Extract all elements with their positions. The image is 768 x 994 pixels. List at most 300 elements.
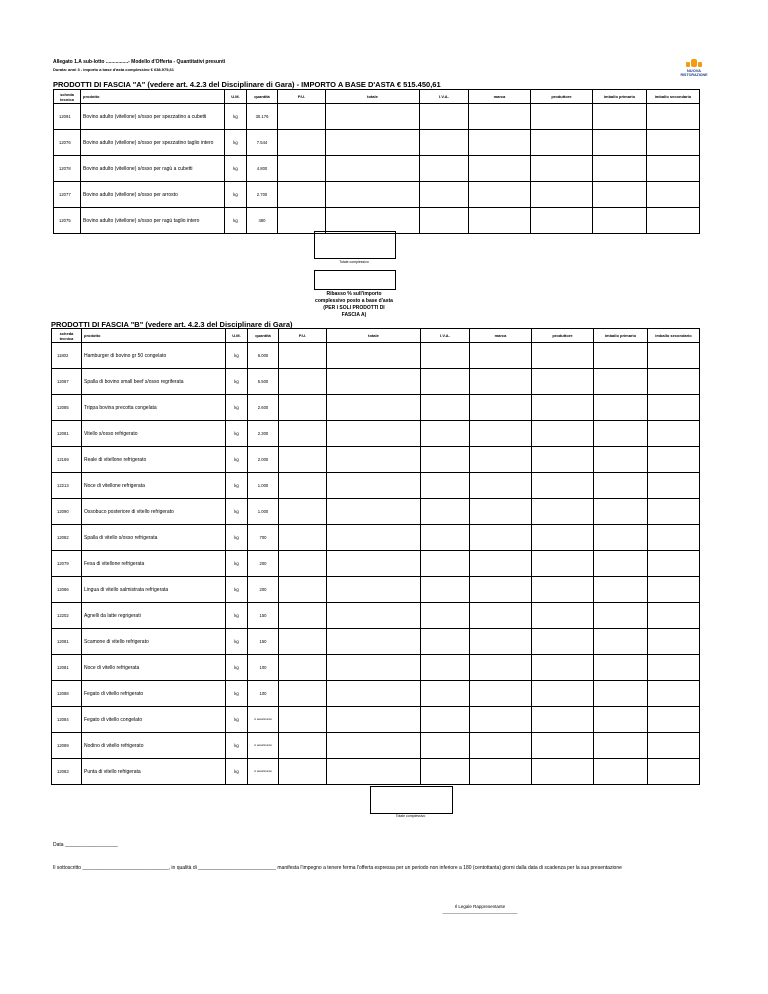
- column-header: P.U.: [279, 329, 327, 343]
- table-row: [52, 473, 700, 499]
- column-header: imballo secondario: [648, 329, 700, 343]
- quantity: 1.000: [248, 473, 279, 499]
- product-code: 12090: [52, 499, 82, 525]
- quantity: 2.700: [247, 182, 278, 208]
- product-code: 12078: [54, 156, 81, 182]
- secondary-packaging-cell[interactable]: [648, 473, 700, 499]
- producer-cell[interactable]: [531, 156, 593, 182]
- quantity: 200: [248, 577, 279, 603]
- product-code: 12079: [52, 551, 82, 577]
- table-row: [52, 369, 700, 395]
- primary-packaging-cell[interactable]: [594, 525, 648, 551]
- vat-cell[interactable]: [421, 629, 470, 655]
- producer-cell[interactable]: [532, 603, 594, 629]
- unit-price-cell[interactable]: [279, 733, 327, 759]
- producer-cell[interactable]: [532, 447, 594, 473]
- vat-cell[interactable]: [420, 156, 469, 182]
- quantity: in assortimento: [248, 733, 279, 759]
- brand-cell[interactable]: [469, 182, 531, 208]
- unit: kg: [226, 473, 248, 499]
- product-name: Bovino adulto (vitellone) s/osso per arrosto: [81, 182, 225, 208]
- total-cell[interactable]: [327, 681, 421, 707]
- table-row: [52, 525, 700, 551]
- product-code: 12075: [54, 208, 81, 234]
- document-title: Allegato 1.A sub-lotto ................- Modello d'Offerta - Quantitativi presunti: [53, 59, 226, 65]
- total-cell[interactable]: [327, 733, 421, 759]
- table-row: [52, 603, 700, 629]
- vat-cell[interactable]: [421, 603, 470, 629]
- brand-cell[interactable]: [470, 707, 532, 733]
- company-logo: [676, 57, 712, 77]
- unit: kg: [226, 343, 248, 369]
- producer-cell[interactable]: [532, 499, 594, 525]
- secondary-packaging-cell[interactable]: [648, 733, 700, 759]
- unit-price-cell[interactable]: [279, 603, 327, 629]
- quantity: 2.000: [248, 447, 279, 473]
- table-row: [52, 681, 700, 707]
- column-header: scheda tecnica: [52, 329, 82, 343]
- quantity: 200: [248, 551, 279, 577]
- total-cell[interactable]: [327, 577, 421, 603]
- secondary-packaging-cell[interactable]: [648, 447, 700, 473]
- unit: kg: [226, 551, 248, 577]
- total-cell[interactable]: [327, 629, 421, 655]
- producer-cell[interactable]: [532, 759, 594, 785]
- primary-packaging-cell[interactable]: [594, 603, 648, 629]
- column-header: imballo primario: [594, 329, 648, 343]
- product-name: Punta di vitello refrigerata: [82, 759, 226, 785]
- brand-cell[interactable]: [470, 603, 532, 629]
- product-code: 12084: [52, 707, 82, 733]
- brand-cell[interactable]: [470, 395, 532, 421]
- primary-packaging-cell[interactable]: [594, 343, 648, 369]
- section-b-table: [51, 328, 700, 785]
- product-name: Ossobuco posteriore di vitello refrigerato: [82, 499, 226, 525]
- secondary-packaging-cell[interactable]: [648, 343, 700, 369]
- brand-cell[interactable]: [470, 759, 532, 785]
- product-name: Bovino adulto (vitellone) s/osso per spezzatino taglio intero: [81, 130, 225, 156]
- secondary-packaging-cell[interactable]: [647, 182, 700, 208]
- unit: kg: [225, 156, 247, 182]
- primary-packaging-cell[interactable]: [594, 369, 648, 395]
- brand-cell[interactable]: [470, 629, 532, 655]
- quantity: 30.176: [247, 104, 278, 130]
- producer-cell[interactable]: [532, 629, 594, 655]
- brand-cell[interactable]: [470, 447, 532, 473]
- column-header: quantità: [247, 90, 278, 104]
- vat-cell[interactable]: [420, 104, 469, 130]
- secondary-packaging-cell[interactable]: [647, 104, 700, 130]
- unit: kg: [226, 525, 248, 551]
- unit: kg: [226, 369, 248, 395]
- quantity: 1.000: [248, 499, 279, 525]
- product-code: 12087: [52, 369, 82, 395]
- total-cell[interactable]: [327, 603, 421, 629]
- total-cell[interactable]: [327, 369, 421, 395]
- column-header: P.U.: [278, 90, 326, 104]
- producer-cell[interactable]: [532, 681, 594, 707]
- product-name: Bovino adulto (vitellone) s/osso per ragù taglio intero: [81, 208, 225, 234]
- secondary-packaging-cell[interactable]: [648, 629, 700, 655]
- brand-cell[interactable]: [470, 681, 532, 707]
- quantity: in assortimento: [248, 759, 279, 785]
- producer-cell[interactable]: [532, 395, 594, 421]
- primary-packaging-cell[interactable]: [594, 499, 648, 525]
- product-code: 12169: [52, 447, 82, 473]
- column-header: U.M.: [226, 329, 248, 343]
- primary-packaging-cell[interactable]: [594, 577, 648, 603]
- product-name: Fesa di vitellone refrigerata: [82, 551, 226, 577]
- product-name: Spalla di vitello s/osso refrigerata: [82, 525, 226, 551]
- column-header: imballo primario: [593, 90, 647, 104]
- vat-cell[interactable]: [421, 421, 470, 447]
- primary-packaging-cell[interactable]: [594, 759, 648, 785]
- unit: kg: [226, 759, 248, 785]
- product-name: Fegato di vitello congelato: [82, 707, 226, 733]
- brand-cell[interactable]: [470, 369, 532, 395]
- date-line: Data ___________________: [53, 842, 118, 848]
- unit: kg: [226, 577, 248, 603]
- product-name: Nodino di vitello refrigerato: [82, 733, 226, 759]
- section-b-total-label: Totale complessivo: [395, 814, 426, 818]
- unit: kg: [226, 447, 248, 473]
- vat-cell[interactable]: [421, 707, 470, 733]
- total-cell[interactable]: [327, 447, 421, 473]
- quantity: in assortimento: [248, 707, 279, 733]
- primary-packaging-cell[interactable]: [594, 473, 648, 499]
- total-cell[interactable]: [326, 182, 420, 208]
- vat-cell[interactable]: [421, 681, 470, 707]
- product-code: 12213: [52, 473, 82, 499]
- primary-packaging-cell[interactable]: [594, 421, 648, 447]
- table-row: [52, 577, 700, 603]
- primary-packaging-cell[interactable]: [594, 681, 648, 707]
- column-header: totale: [326, 90, 420, 104]
- product-code: 11802: [52, 343, 82, 369]
- total-cell[interactable]: [326, 104, 420, 130]
- producer-cell[interactable]: [531, 182, 593, 208]
- table-row: [54, 182, 700, 208]
- unit: kg: [226, 733, 248, 759]
- brand-cell[interactable]: [470, 473, 532, 499]
- column-header: imballo secondario: [647, 90, 700, 104]
- primary-packaging-cell[interactable]: [594, 447, 648, 473]
- unit-price-cell[interactable]: [278, 208, 326, 234]
- product-code: 12077: [54, 182, 81, 208]
- unit: kg: [226, 655, 248, 681]
- producer-cell[interactable]: [532, 369, 594, 395]
- table-row: [54, 130, 700, 156]
- section-b-title: PRODOTTI DI FASCIA "B" (vedere art. 4.2.3 del Disciplinare di Gara): [51, 320, 293, 329]
- product-name: Fegato di vitello refrigerato: [82, 681, 226, 707]
- unit-price-cell[interactable]: [278, 156, 326, 182]
- total-cell[interactable]: [327, 655, 421, 681]
- producer-cell[interactable]: [532, 525, 594, 551]
- vat-cell[interactable]: [421, 369, 470, 395]
- unit: kg: [226, 603, 248, 629]
- column-header: U.M.: [225, 90, 247, 104]
- brand-cell[interactable]: [469, 104, 531, 130]
- producer-cell[interactable]: [532, 577, 594, 603]
- vat-cell[interactable]: [421, 577, 470, 603]
- signature-line: ______________________________: [442, 909, 518, 914]
- secondary-packaging-cell[interactable]: [648, 707, 700, 733]
- unit: kg: [225, 130, 247, 156]
- primary-packaging-cell[interactable]: [594, 629, 648, 655]
- product-name: Noce di vitellone refrigerata: [82, 473, 226, 499]
- producer-cell[interactable]: [532, 421, 594, 447]
- brand-cell[interactable]: [470, 655, 532, 681]
- total-cell[interactable]: [327, 551, 421, 577]
- quantity: 480: [247, 208, 278, 234]
- secondary-packaging-cell[interactable]: [648, 499, 700, 525]
- column-header: prodotto: [81, 90, 225, 104]
- unit-price-cell[interactable]: [278, 104, 326, 130]
- column-header: produttore: [532, 329, 594, 343]
- unit: kg: [226, 629, 248, 655]
- secondary-packaging-cell[interactable]: [648, 525, 700, 551]
- quantity: 100: [248, 681, 279, 707]
- unit-price-cell[interactable]: [279, 369, 327, 395]
- svg-text:RISTORAZIONE: RISTORAZIONE: [680, 73, 708, 77]
- vat-cell[interactable]: [421, 499, 470, 525]
- unit: kg: [226, 395, 248, 421]
- section-a-table: [53, 89, 700, 234]
- quantity: 700: [248, 525, 279, 551]
- column-header: quantità: [248, 329, 279, 343]
- product-code: 12088: [52, 681, 82, 707]
- total-cell[interactable]: [327, 421, 421, 447]
- column-header: I.V.A.: [420, 90, 469, 104]
- brand-cell[interactable]: [469, 156, 531, 182]
- unit-price-cell[interactable]: [279, 629, 327, 655]
- producer-cell[interactable]: [532, 473, 594, 499]
- total-cell[interactable]: [326, 156, 420, 182]
- primary-packaging-cell[interactable]: [593, 156, 647, 182]
- total-cell[interactable]: [327, 473, 421, 499]
- unit: kg: [226, 681, 248, 707]
- product-name: Trippa bovina precotta congelata: [82, 395, 226, 421]
- table-row: [52, 655, 700, 681]
- secondary-packaging-cell[interactable]: [648, 551, 700, 577]
- column-header: I.V.A.: [421, 329, 470, 343]
- primary-packaging-cell[interactable]: [594, 551, 648, 577]
- table-row: [52, 343, 700, 369]
- product-name: Scamone di vitello refrigerato: [82, 629, 226, 655]
- producer-cell[interactable]: [531, 130, 593, 156]
- table-row: [52, 421, 700, 447]
- product-code: 12083: [52, 759, 82, 785]
- vat-cell[interactable]: [421, 395, 470, 421]
- brand-cell[interactable]: [470, 343, 532, 369]
- table-row: [52, 395, 700, 421]
- secondary-packaging-cell[interactable]: [648, 421, 700, 447]
- secondary-packaging-cell[interactable]: [648, 759, 700, 785]
- unit-price-cell[interactable]: [278, 182, 326, 208]
- vat-cell[interactable]: [421, 473, 470, 499]
- document-subtitle: Durata: anni 3 - importo a base d'asta complessivo € 638.975,61: [53, 67, 174, 72]
- table-row: [52, 499, 700, 525]
- brand-cell[interactable]: [470, 733, 532, 759]
- table-row: [54, 104, 700, 130]
- secondary-packaging-cell[interactable]: [647, 208, 700, 234]
- table-row: [52, 629, 700, 655]
- producer-cell[interactable]: [532, 655, 594, 681]
- unit-price-cell[interactable]: [279, 447, 327, 473]
- primary-packaging-cell[interactable]: [594, 395, 648, 421]
- primary-packaging-cell[interactable]: [593, 104, 647, 130]
- product-name: Hamburger di bovino gr 50 congelato: [82, 343, 226, 369]
- table-row: [52, 759, 700, 785]
- product-code: 12082: [52, 525, 82, 551]
- brand-cell[interactable]: [469, 208, 531, 234]
- unit-price-cell[interactable]: [279, 525, 327, 551]
- product-name: Spalla di bovino small beef s/osso regriferata: [82, 369, 226, 395]
- quantity: 150: [248, 603, 279, 629]
- secondary-packaging-cell[interactable]: [648, 369, 700, 395]
- secondary-packaging-cell[interactable]: [648, 655, 700, 681]
- unit-price-cell[interactable]: [279, 681, 327, 707]
- column-header: marca: [470, 329, 532, 343]
- section-b-total-box[interactable]: [370, 786, 453, 814]
- vat-cell[interactable]: [421, 343, 470, 369]
- primary-packaging-cell[interactable]: [593, 208, 647, 234]
- unit-price-cell[interactable]: [278, 130, 326, 156]
- table-row: [52, 733, 700, 759]
- product-code: 12091: [54, 104, 81, 130]
- quantity: 6.000: [248, 343, 279, 369]
- vat-cell[interactable]: [421, 733, 470, 759]
- declaration-statement: Il sottoscritto _______________________________, in qualità di ____________________________ manifesta l'impegno a tenere ferma l'offerta espressa per un periodo non inferiore a 180 (centottanta) giorni dalla data di scadenza per la sua presentazione: [53, 865, 622, 871]
- total-cell[interactable]: [327, 343, 421, 369]
- table-row: [52, 551, 700, 577]
- ribasso-box[interactable]: [314, 270, 396, 290]
- unit-price-cell[interactable]: [279, 395, 327, 421]
- primary-packaging-cell[interactable]: [594, 707, 648, 733]
- vat-cell[interactable]: [420, 182, 469, 208]
- total-cell[interactable]: [327, 759, 421, 785]
- svg-text:NUOVA: NUOVA: [686, 68, 702, 73]
- producer-cell[interactable]: [531, 208, 593, 234]
- quantity: 2.600: [248, 395, 279, 421]
- column-header: totale: [327, 329, 421, 343]
- vat-cell[interactable]: [421, 655, 470, 681]
- table-row: [52, 447, 700, 473]
- primary-packaging-cell[interactable]: [594, 733, 648, 759]
- section-a-total-box[interactable]: [314, 231, 396, 259]
- product-name: Vitello s/osso refrigerato: [82, 421, 226, 447]
- producer-cell[interactable]: [531, 104, 593, 130]
- secondary-packaging-cell[interactable]: [647, 156, 700, 182]
- table-row: [54, 208, 700, 234]
- product-code: 12085: [52, 395, 82, 421]
- product-name: Bovino adulto (vitellone) s/osso per spezzatino a cubetti: [81, 104, 225, 130]
- total-cell[interactable]: [327, 499, 421, 525]
- brand-cell[interactable]: [470, 577, 532, 603]
- brand-cell[interactable]: [469, 130, 531, 156]
- quantity: 4.800: [247, 156, 278, 182]
- column-header: prodotto: [82, 329, 226, 343]
- unit: kg: [225, 208, 247, 234]
- total-cell[interactable]: [327, 395, 421, 421]
- unit-price-cell[interactable]: [279, 655, 327, 681]
- product-code: 12089: [52, 733, 82, 759]
- column-header: marca: [469, 90, 531, 104]
- column-header: scheda tecnica: [54, 90, 81, 104]
- quantity: 7.544: [247, 130, 278, 156]
- unit-price-cell[interactable]: [279, 421, 327, 447]
- vat-cell[interactable]: [421, 551, 470, 577]
- signature-label: Il Legale Rappresentante: [454, 904, 506, 909]
- total-cell[interactable]: [326, 130, 420, 156]
- unit: kg: [225, 104, 247, 130]
- total-cell[interactable]: [327, 525, 421, 551]
- secondary-packaging-cell[interactable]: [648, 681, 700, 707]
- secondary-packaging-cell[interactable]: [648, 395, 700, 421]
- vat-cell[interactable]: [421, 759, 470, 785]
- unit: kg: [226, 707, 248, 733]
- ribasso-label: Ribasso % sull'importo complessivo posto a base d'asta (PER I SOLI PRODOTTI DI FASCIA A): [315, 291, 393, 318]
- unit-price-cell[interactable]: [279, 759, 327, 785]
- producer-cell[interactable]: [532, 551, 594, 577]
- vat-cell[interactable]: [420, 130, 469, 156]
- product-name: Bovino adulto (vitellone) s/osso per ragù a cubetti: [81, 156, 225, 182]
- unit: kg: [226, 499, 248, 525]
- product-name: Noce di vitello refrigerata: [82, 655, 226, 681]
- total-cell[interactable]: [326, 208, 420, 234]
- section-a-total-label: Totale complessivo: [339, 260, 369, 264]
- product-name: Reale di vitellone refrigerato: [82, 447, 226, 473]
- product-name: Lingua di vitello salmistrata refrigerata: [82, 577, 226, 603]
- table-row: [54, 156, 700, 182]
- primary-packaging-cell[interactable]: [594, 655, 648, 681]
- brand-cell[interactable]: [470, 551, 532, 577]
- product-code: 12076: [54, 130, 81, 156]
- section-a-title: PRODOTTI DI FASCIA "A" (vedere art. 4.2.3 del Disciplinare di Gara) - IMPORTO A BASE D'ASTA € 515.450,61: [53, 80, 441, 89]
- unit-price-cell[interactable]: [279, 577, 327, 603]
- vat-cell[interactable]: [421, 525, 470, 551]
- secondary-packaging-cell[interactable]: [648, 603, 700, 629]
- unit-price-cell[interactable]: [279, 551, 327, 577]
- product-code: 12086: [52, 577, 82, 603]
- unit-price-cell[interactable]: [279, 343, 327, 369]
- vat-cell[interactable]: [421, 447, 470, 473]
- primary-packaging-cell[interactable]: [593, 182, 647, 208]
- vat-cell[interactable]: [420, 208, 469, 234]
- column-header: produttore: [531, 90, 593, 104]
- secondary-packaging-cell[interactable]: [647, 130, 700, 156]
- secondary-packaging-cell[interactable]: [648, 577, 700, 603]
- product-code: 12202: [52, 603, 82, 629]
- producer-cell[interactable]: [532, 733, 594, 759]
- quantity: 100: [248, 655, 279, 681]
- unit-price-cell[interactable]: [279, 499, 327, 525]
- producer-cell[interactable]: [532, 343, 594, 369]
- quantity: 2.300: [248, 421, 279, 447]
- brand-cell[interactable]: [470, 421, 532, 447]
- unit-price-cell[interactable]: [279, 473, 327, 499]
- quantity: 5.500: [248, 369, 279, 395]
- producer-cell[interactable]: [532, 707, 594, 733]
- brand-cell[interactable]: [470, 499, 532, 525]
- brand-cell[interactable]: [470, 525, 532, 551]
- product-name: Agnelli da latte regrigerati: [82, 603, 226, 629]
- unit-price-cell[interactable]: [279, 707, 327, 733]
- total-cell[interactable]: [327, 707, 421, 733]
- primary-packaging-cell[interactable]: [593, 130, 647, 156]
- unit: kg: [226, 421, 248, 447]
- quantity: 150: [248, 629, 279, 655]
